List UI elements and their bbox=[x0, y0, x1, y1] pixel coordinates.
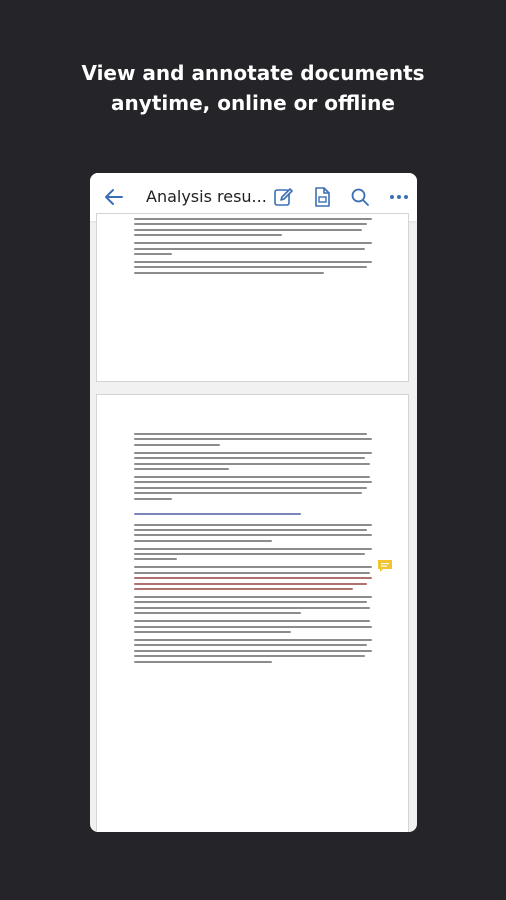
document-page-current bbox=[96, 394, 409, 832]
app-screen bbox=[90, 173, 417, 832]
page-text-lines bbox=[134, 433, 372, 669]
back-arrow-icon[interactable] bbox=[102, 185, 126, 209]
comment-annotation-icon[interactable] bbox=[377, 559, 393, 573]
headline-line-2: anytime, online or offline bbox=[111, 91, 395, 115]
document-page-previous bbox=[96, 213, 409, 382]
document-viewer[interactable] bbox=[90, 221, 417, 832]
promo-headline bbox=[0, 58, 506, 118]
search-icon[interactable] bbox=[348, 185, 372, 209]
document-title: Analysis resu... bbox=[146, 187, 267, 206]
more-options-icon[interactable] bbox=[387, 185, 411, 209]
edit-pen-icon[interactable] bbox=[271, 185, 295, 209]
document-view-icon[interactable] bbox=[310, 185, 334, 209]
headline-line-1: View and annotate documents bbox=[81, 61, 425, 85]
page-text-lines bbox=[134, 218, 372, 280]
